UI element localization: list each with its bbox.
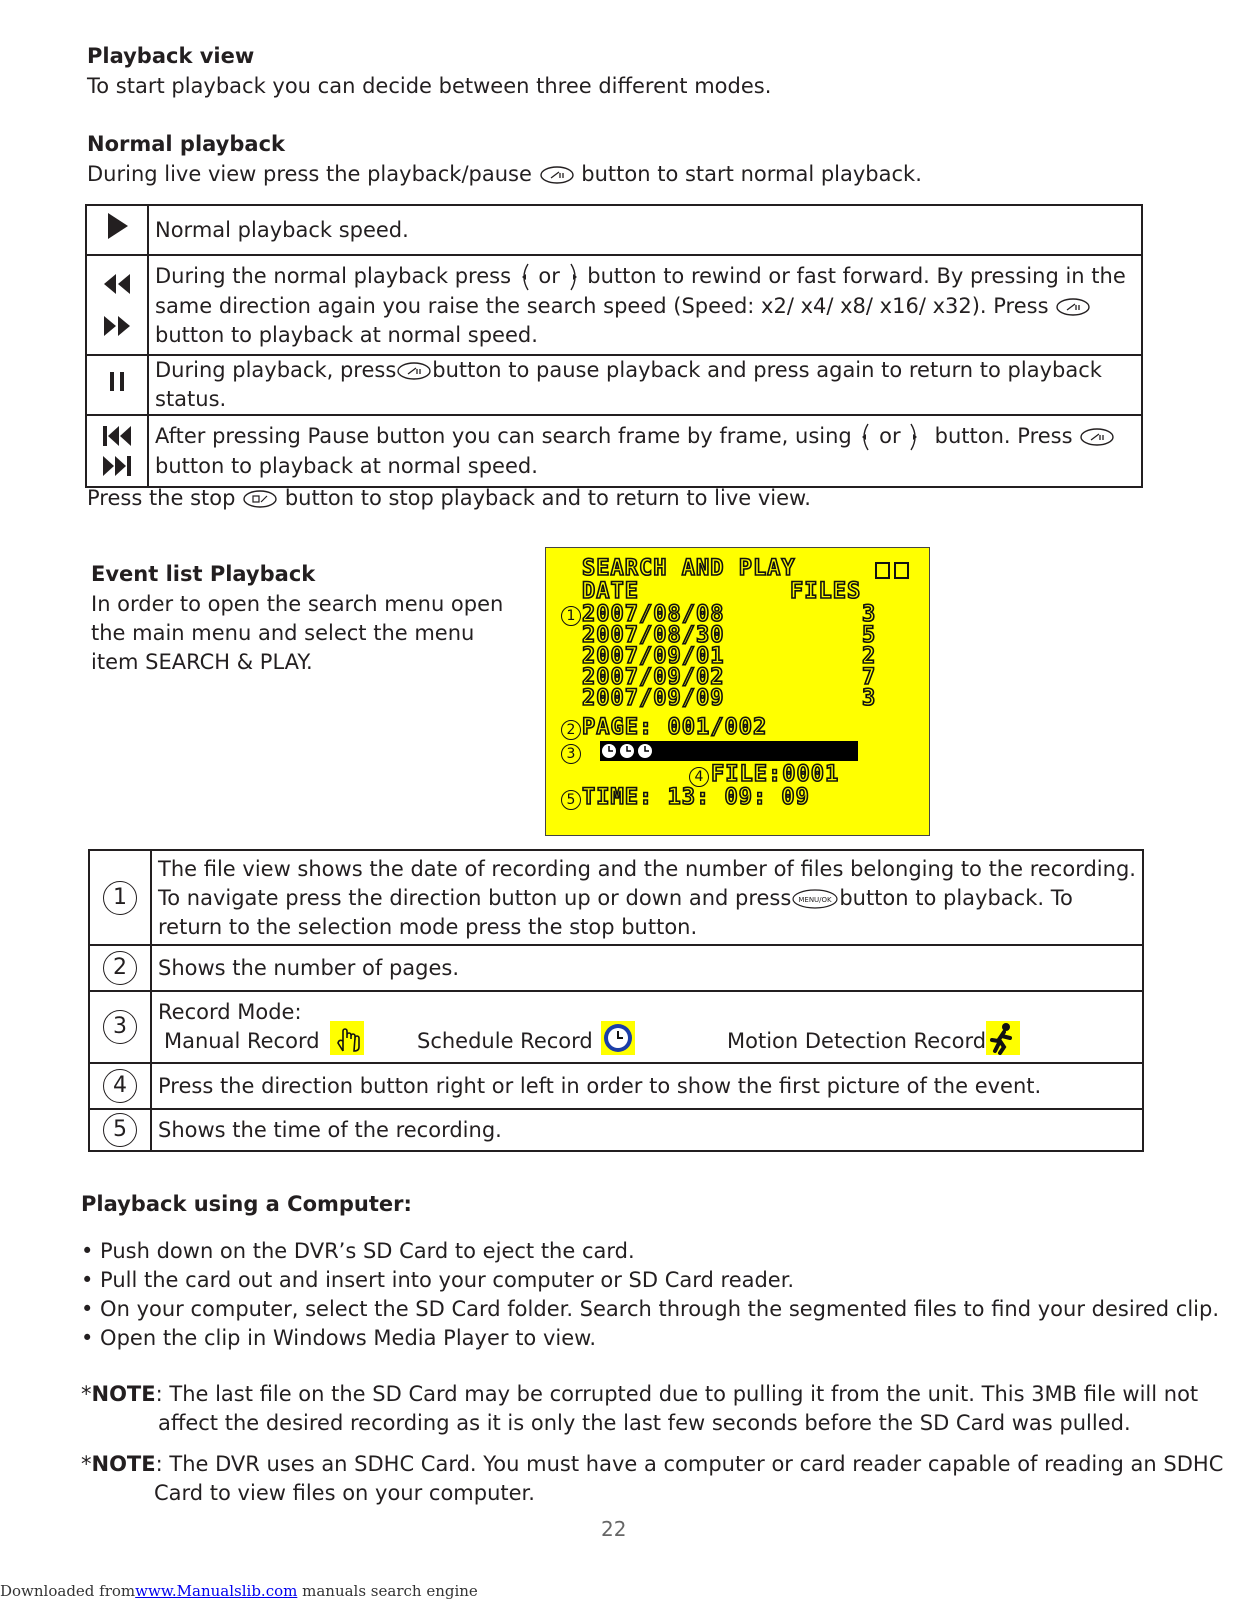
right-button-icon: [567, 262, 581, 292]
event-list-text: In order to open the search menu open the main menu and select the menu item SEARCH & PLAY.: [91, 592, 504, 674]
heading-event-list: Event list Playback: [91, 562, 316, 586]
legend-row-1-text-2: button to playback. To return to the selection mode press the stop button.: [158, 886, 1073, 939]
right-button-icon: [907, 422, 921, 452]
playback-view-intro: To start playback you can decide between three different modes.: [87, 74, 772, 98]
osd-title: SEARCH AND PLAY: [582, 556, 796, 581]
number-3-icon: 3: [103, 1010, 137, 1044]
play-pause-button-icon: [1055, 297, 1091, 317]
legend-num-cell: [89, 991, 151, 1063]
row-frame-step: [148, 415, 1142, 487]
osd-files-row: 2: [862, 644, 877, 669]
manual-record-label: Manual Record: [164, 1029, 320, 1053]
pause-icon-cell: [86, 355, 148, 415]
page-number: 22: [601, 1517, 627, 1541]
footer-before: Downloaded from: [0, 1582, 136, 1600]
rewind-icon: [102, 272, 132, 296]
row-pause-text-2: button to pause playback and press again to return to playback status.: [155, 358, 1102, 411]
osd-files-row: 3: [862, 602, 877, 627]
bullet-item: • Pull the card out and insert into your computer or SD Card reader.: [81, 1268, 795, 1292]
osd-files-row: 3: [862, 686, 877, 711]
computer-bullets: [81, 1237, 1231, 1353]
osd-box-icon: [894, 562, 909, 579]
intro-before: During live view press the playback/pause: [87, 162, 532, 186]
stop-after: button to stop playback and to return to live view.: [284, 486, 811, 510]
legend-num-cell: [89, 1063, 151, 1109]
row-frame-text-1: After pressing Pause button you can search frame by frame, using: [155, 424, 852, 448]
play-pause-button-icon: [539, 165, 575, 185]
footer-after: manuals search engine: [297, 1582, 478, 1600]
note-label: NOTE: [91, 1452, 156, 1476]
legend-row-4: Press the direction button right or left in order to show the first picture of the event.: [151, 1063, 1143, 1109]
osd-date-row[interactable]: 2007/09/01: [582, 644, 725, 669]
row-rewind-text-1: During the normal playback press: [155, 264, 512, 288]
osd-col-files: FILES: [790, 579, 862, 604]
note-prefix: *: [81, 1452, 92, 1476]
number-1-icon: 1: [103, 881, 137, 915]
row-rewind-text-2: or: [538, 264, 560, 288]
bullet-item: • Push down on the DVR’s SD Card to eject the card.: [81, 1239, 635, 1263]
motion-detection-label: Motion Detection Record: [727, 1029, 987, 1053]
footer: [0, 1582, 478, 1600]
legend-num-cell: [89, 850, 151, 945]
osd-date-row[interactable]: 2007/09/02: [582, 665, 725, 690]
legend-row-1: [151, 850, 1143, 945]
legend-row-5: Shows the time of the recording.: [151, 1109, 1143, 1151]
number-5-icon: 5: [103, 1113, 137, 1147]
heading-normal-playback: Normal playback: [87, 132, 285, 156]
note-line1: : The last file on the SD Card may be corrupted due to pulling it from the unit. This 3MB file will not: [155, 1382, 1199, 1406]
bullet-item: • On your computer, select the SD Card folder. Search through the segmented files to find your desired clip.: [81, 1297, 1219, 1321]
legend-num-cell: [89, 1109, 151, 1151]
search-and-play-screen: [545, 547, 930, 836]
note-2: [81, 1450, 1231, 1508]
row-rewind-text-4: button to playback at normal speed.: [155, 323, 538, 347]
manual-record-hand-icon: [330, 1021, 364, 1055]
note-prefix: *: [81, 1382, 92, 1406]
osd-col-date: DATE: [582, 579, 639, 604]
note-line2: affect the desired recording as it is only the last few seconds before the SD Card was pulled.: [158, 1411, 1131, 1435]
intro-after: button to start normal playback.: [581, 162, 922, 186]
row-rewind-text-3: button to rewind or fast forward. By pressing in the same direction again you raise the search speed (Speed: x2/ x4/ x8/ x16/ x32). Press: [155, 264, 1126, 318]
fast-forward-icon: [102, 314, 132, 338]
menu-ok-label: MENU/OK: [798, 896, 832, 904]
playback-controls-table: [85, 204, 1143, 488]
play-pause-button-icon: [1079, 427, 1115, 447]
row-normal-speed: Normal playback speed.: [148, 205, 1142, 255]
frame-back-icon: [101, 424, 133, 448]
osd-date-row[interactable]: 2007/09/09: [582, 686, 725, 711]
osd-record-mode-bar: [600, 741, 858, 761]
stop-instruction: [87, 484, 811, 513]
osd-files-row: 5: [862, 623, 877, 648]
osd-files-row: 7: [862, 665, 877, 690]
note-1: [81, 1380, 1231, 1438]
legend-row-2: Shows the number of pages.: [151, 945, 1143, 991]
legend-row-3: [151, 991, 1143, 1063]
play-icon-cell: [86, 205, 148, 255]
play-icon: [104, 211, 130, 241]
stop-before: Press the stop: [87, 486, 236, 510]
osd-marker-3: 3: [561, 744, 581, 764]
number-2-icon: 2: [103, 951, 137, 985]
bullet-item: • Open the clip in Windows Media Player to view.: [81, 1326, 597, 1350]
legend-row-1-text-1: The file view shows the date of recording and the number of files belonging to the recording. To navigate press the direction button up or down and press: [158, 857, 1136, 910]
osd-time: TIME: 13: 09: 09: [582, 785, 810, 810]
osd-marker-5: 5: [561, 790, 581, 810]
osd-file: FILE:0001: [711, 762, 840, 787]
osd-marker-2: 2: [561, 720, 581, 740]
osd-box-icon: [875, 562, 890, 579]
motion-detection-runner-icon: [986, 1021, 1020, 1055]
row-frame-text-4: button to playback at normal speed.: [155, 454, 538, 478]
row-pause-text-1: During playback, press: [155, 358, 397, 382]
heading-playback-view: Playback view: [87, 44, 255, 68]
record-mode-label: Record Mode:: [158, 1000, 302, 1024]
osd-page: PAGE: 001/002: [582, 715, 768, 740]
legend-num-cell: [89, 945, 151, 991]
stop-button-icon: [242, 489, 278, 509]
number-4-icon: 4: [103, 1069, 137, 1103]
row-pause: [148, 355, 1142, 415]
frame-forward-icon: [101, 454, 133, 478]
rewind-ff-icon-cell: [86, 255, 148, 355]
row-frame-text-3: button. Press: [934, 424, 1073, 448]
row-rewind-ff: [148, 255, 1142, 355]
note-line1: : The DVR uses an SDHC Card. You must have a computer or card reader capable of reading an SDHC: [155, 1452, 1224, 1476]
schedule-record-label: Schedule Record: [417, 1029, 593, 1053]
osd-marker-4: 4: [689, 767, 709, 787]
heading-computer-playback: Playback using a Computer:: [81, 1192, 412, 1216]
note-line2: Card to view files on your computer.: [154, 1481, 535, 1505]
play-pause-button-icon: [396, 361, 432, 381]
manualslib-link[interactable]: www.Manualslib.com: [135, 1582, 298, 1600]
row-frame-text-2: or: [879, 424, 901, 448]
menu-ok-button-icon: [791, 888, 839, 910]
left-button-icon: [858, 422, 872, 452]
schedule-record-icons: [600, 741, 664, 761]
pause-icon: [106, 369, 128, 393]
osd-date-row[interactable]: 2007/08/30: [582, 623, 725, 648]
schedule-record-clock-icon: [601, 1021, 635, 1055]
note-label: NOTE: [91, 1382, 156, 1406]
frame-step-icon-cell: [86, 415, 148, 487]
osd-date-row[interactable]: 2007/08/08: [582, 602, 725, 627]
osd-marker-1: 1: [561, 606, 581, 626]
legend-table: [88, 849, 1144, 1152]
normal-playback-intro: [87, 160, 922, 189]
left-button-icon: [518, 262, 532, 292]
